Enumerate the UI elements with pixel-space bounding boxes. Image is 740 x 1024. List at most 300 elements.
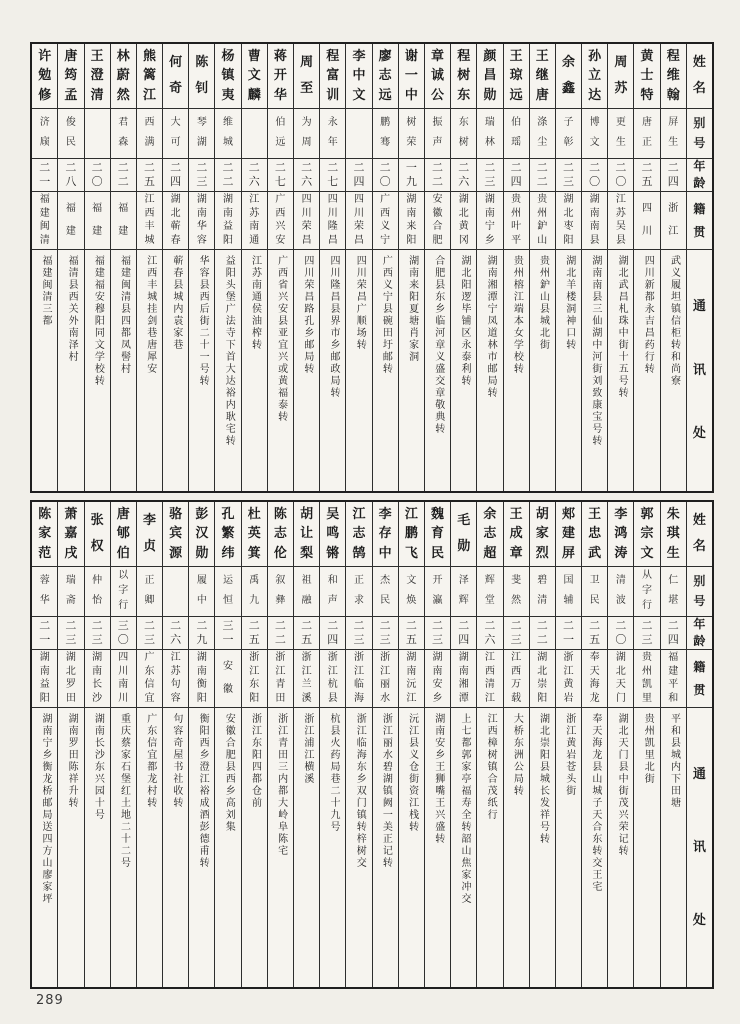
name-cell: [242, 44, 267, 108]
char: 五: [405, 633, 417, 646]
age-cell: [530, 616, 555, 649]
char: 二: [301, 619, 313, 633]
char: 蒋: [273, 48, 287, 64]
char: 远: [378, 87, 392, 103]
char: 三: [510, 633, 522, 646]
char: 讯: [692, 362, 706, 378]
char: 瑶: [511, 137, 522, 149]
char: 江: [301, 665, 312, 677]
address-cell: [320, 249, 345, 491]
char: 伯: [511, 117, 522, 129]
char: 〇: [91, 175, 103, 188]
name-cell: [189, 502, 214, 566]
char: 一: [222, 633, 234, 646]
age-cell: [189, 616, 214, 649]
char: 武: [588, 545, 602, 561]
name-cell: [556, 44, 581, 108]
alias-cell: [373, 108, 398, 158]
address-cell: [530, 707, 555, 987]
char: 南: [223, 207, 234, 219]
char: 湖: [39, 652, 50, 663]
native-cell: [661, 649, 686, 707]
char: 文: [352, 87, 366, 103]
char: 唐: [116, 506, 130, 522]
char: 二: [196, 161, 208, 175]
char: 清: [90, 87, 104, 103]
char: 四: [667, 175, 679, 188]
char: 七: [327, 175, 339, 188]
address-text: 平和县城内下田塘: [668, 713, 680, 809]
char: 阳: [223, 234, 234, 246]
char: 江: [249, 194, 260, 205]
char: 嘉: [64, 526, 78, 542]
address-cell: [294, 249, 319, 491]
age-cell: [399, 158, 424, 191]
char: 阳: [196, 692, 207, 704]
char: 江: [327, 665, 338, 677]
address-cell: [530, 249, 555, 491]
age-cell: [582, 616, 607, 649]
char: 涛: [614, 545, 628, 561]
entry-column: [85, 502, 111, 987]
address-text: 合肥县东乡临河章义盛交章敬典转: [432, 255, 444, 435]
address-text: 武义履坦镇信柜转和尚寮: [668, 255, 680, 387]
char: 毛: [457, 513, 471, 529]
char: 志: [483, 526, 497, 542]
entry-column: [504, 44, 530, 491]
name-cell: [451, 502, 476, 566]
native-cell: [111, 649, 136, 707]
char: 林: [484, 137, 495, 149]
age-cell: [582, 158, 607, 191]
address-text: 江苏南通侯油榨转: [249, 255, 261, 351]
char: 南: [118, 679, 129, 690]
char: 徽: [223, 683, 234, 695]
char: 二: [667, 161, 679, 175]
char: 年: [327, 137, 338, 149]
address-text: 湖南来阳夏塘肖家洞: [406, 255, 418, 363]
entry-column: [294, 44, 320, 491]
native-cell: [608, 191, 633, 249]
entry-column: [451, 502, 477, 987]
address-text: 湖北阳逻毕铺区永泰利转: [458, 255, 470, 387]
alias-cell: [163, 108, 188, 158]
age-cell: [399, 616, 424, 649]
char: 鹏: [380, 117, 391, 129]
char: 凯: [642, 679, 653, 690]
alias-cell: [215, 108, 240, 158]
address-cell: [504, 249, 529, 491]
char: 至: [300, 81, 314, 97]
char: 济: [39, 117, 50, 129]
char: 江: [511, 652, 522, 663]
char: 陈: [195, 55, 209, 71]
char: 九: [196, 633, 208, 646]
address-text: 沅江县义仓街资江栈转: [406, 713, 418, 833]
char: 章: [431, 48, 445, 64]
char: 湖: [458, 194, 469, 205]
char: 维: [666, 68, 680, 84]
char: 二: [91, 619, 103, 633]
name-cell: [451, 44, 476, 108]
alias-cell: [137, 108, 162, 158]
char: 廖: [378, 48, 392, 64]
entry-column: [242, 502, 268, 987]
char: 余: [561, 55, 575, 71]
char: 一: [39, 633, 51, 646]
char: 尘: [537, 137, 548, 149]
char: 二: [248, 619, 260, 633]
native-cell: [373, 191, 398, 249]
char: 建: [668, 665, 679, 677]
char: 安: [432, 194, 443, 205]
page-number: 289: [36, 993, 64, 1008]
entry-column: [32, 502, 58, 987]
char: 枣: [563, 221, 574, 232]
char: 二: [274, 619, 286, 633]
char: 澄: [90, 68, 104, 84]
entry-column: [58, 44, 84, 491]
char: 沙: [92, 692, 103, 704]
name-cell: [85, 44, 110, 108]
char: 二: [615, 619, 627, 633]
char: 程: [666, 48, 680, 64]
native-cell: [320, 191, 345, 249]
char: 家: [535, 526, 549, 542]
age-cell: [608, 158, 633, 191]
entry-column: [346, 44, 372, 491]
name-cell: [399, 502, 424, 566]
entry-column: [242, 44, 268, 491]
char: 开: [273, 68, 287, 84]
char: 家: [38, 526, 52, 542]
char: 二: [274, 161, 286, 175]
name-cell: [163, 502, 188, 566]
char: 从: [642, 570, 653, 582]
char: 许: [38, 48, 52, 64]
char: 叙: [275, 575, 286, 587]
alias-cell: [582, 108, 607, 158]
entry-column: [320, 502, 346, 987]
address-text: 湖北羊楼洞神口转: [563, 255, 575, 351]
char: 二: [353, 161, 365, 175]
char: 水: [380, 692, 391, 704]
address-text: 浙江临海东乡双门镇转梓树交: [354, 713, 366, 869]
char: 三: [222, 619, 234, 633]
age-cell: [215, 158, 240, 191]
char: 天: [589, 665, 600, 677]
native-cell: [32, 191, 57, 249]
alias-cell: [32, 108, 57, 158]
name-cell: [556, 502, 581, 566]
char: 中: [404, 87, 418, 103]
char: 吴: [326, 506, 340, 522]
char: 魏: [431, 506, 445, 522]
char: 骞: [380, 137, 391, 149]
alias-cell: [451, 108, 476, 158]
native-cell: [242, 649, 267, 707]
native-cell: [163, 649, 188, 707]
char: 籍: [693, 201, 706, 216]
char: 昌: [301, 234, 312, 246]
age-cell: [373, 158, 398, 191]
char: 宾: [169, 526, 183, 542]
char: 鹏: [404, 526, 418, 542]
age-cell: [346, 616, 371, 649]
native-cell: [85, 649, 110, 707]
entry-column: [294, 502, 320, 987]
char: 二: [458, 619, 470, 633]
char: 衡: [196, 679, 207, 690]
entry-column: [268, 44, 294, 491]
address-cell: [425, 707, 450, 987]
char: 龄: [693, 176, 706, 190]
char: 树: [457, 68, 471, 84]
entry-column: [137, 502, 163, 987]
char: 二: [248, 161, 260, 175]
age-cell: [85, 158, 110, 191]
char: 四: [642, 203, 653, 214]
native-cell: [556, 649, 581, 707]
address-cell: [661, 249, 686, 491]
char: 文: [247, 68, 261, 84]
char: 龄: [693, 634, 706, 648]
address-text: 衡阳西乡澄江裕成酒彭德甫转: [197, 713, 209, 869]
char: 远: [509, 87, 523, 103]
char: 湖: [92, 652, 103, 663]
char: 华: [39, 595, 50, 607]
char: 川: [642, 225, 653, 237]
char: 二: [536, 633, 548, 646]
char: 二: [536, 619, 548, 633]
char: 名: [692, 539, 706, 555]
address-cell: [215, 249, 240, 491]
char: 森: [118, 137, 129, 149]
char: 江: [353, 665, 364, 677]
native-cell: [425, 649, 450, 707]
char: 西: [380, 207, 391, 219]
char: 让: [300, 526, 314, 542]
char: 四: [353, 194, 364, 205]
native-cell: [320, 649, 345, 707]
native-cell: [215, 649, 240, 707]
char: 二: [327, 619, 339, 633]
char: 郇: [116, 526, 130, 542]
char: 华: [196, 221, 207, 232]
char: 阳: [563, 234, 574, 246]
age-cell: [556, 616, 581, 649]
char: 二: [458, 161, 470, 175]
address-text: 广东信宜都龙村转: [144, 713, 156, 809]
char: 徽: [432, 207, 443, 219]
entry-column: [582, 502, 608, 987]
char: 三: [196, 175, 208, 188]
char: 蓉: [39, 575, 50, 587]
address-text: 湖北天门县中街茂兴荣记转: [616, 713, 628, 857]
char: 胡: [300, 506, 314, 522]
char: 州: [511, 207, 522, 219]
alias-cell: [477, 566, 502, 616]
char: 泽: [458, 575, 469, 587]
alias-cell: [111, 566, 136, 616]
name-cell: [58, 44, 83, 108]
char: 西: [484, 665, 495, 677]
alias-cell: [634, 108, 659, 158]
char: 江: [144, 194, 155, 205]
char: 海: [353, 692, 364, 704]
char: 立: [588, 68, 602, 84]
char: 贵: [511, 194, 522, 205]
char: 林: [116, 48, 130, 64]
char: 江: [249, 665, 260, 677]
char: 杜: [247, 506, 261, 522]
char: 二: [39, 619, 51, 633]
char: 安: [223, 661, 234, 672]
char: 孟: [64, 87, 78, 103]
name-cell: [477, 502, 502, 566]
alias-cell: [634, 566, 659, 616]
name-cell: [137, 502, 162, 566]
char: 二: [589, 161, 601, 175]
char: 荣: [301, 221, 312, 232]
name-cell: [373, 44, 398, 108]
name-cell: [425, 502, 450, 566]
char: 朱: [666, 506, 680, 522]
address-text: 贵州榕江端本女学校转: [511, 255, 523, 375]
char: 八: [65, 175, 77, 188]
char: 二: [353, 619, 365, 633]
entry-column: [504, 502, 530, 987]
address-cell: [137, 707, 162, 987]
char: 北: [537, 665, 548, 677]
char: 彰: [563, 137, 574, 149]
entry-column: [399, 44, 425, 491]
char: 九: [249, 595, 260, 607]
name-cell: [111, 502, 136, 566]
char: 冈: [458, 234, 469, 246]
char: 荣: [353, 221, 364, 232]
address-text: 湖南湘潭宁凤道林市邮局转: [485, 255, 497, 399]
entry-column: [634, 44, 660, 491]
char: 江: [406, 692, 417, 704]
native-cell: [582, 649, 607, 707]
native-cell: [242, 191, 267, 249]
alias-cell: [85, 566, 110, 616]
address-text: 四川隆昌县界市乡邮政局转: [328, 255, 340, 399]
char: 四: [510, 175, 522, 188]
char: 苏: [614, 81, 628, 97]
char: 湖: [170, 194, 181, 205]
native-cell: [58, 649, 83, 707]
char: 二: [432, 161, 444, 175]
char: 筠: [64, 68, 78, 84]
char: 诚: [431, 68, 445, 84]
address-text: 贵州鈩山县城北街: [537, 255, 549, 351]
entry-column: [582, 44, 608, 491]
age-cell: [477, 616, 502, 649]
char: 阳: [406, 234, 417, 246]
char: 三: [484, 175, 496, 188]
char: 六: [458, 175, 470, 188]
native-cell: [556, 191, 581, 249]
native-cell: [189, 191, 214, 249]
address-cell: [294, 707, 319, 987]
char: 二: [274, 633, 286, 646]
char: 江: [404, 506, 418, 522]
char: 浙: [353, 652, 364, 663]
char: 周: [300, 55, 314, 71]
age-cell: [661, 616, 686, 649]
char: 永: [327, 117, 338, 129]
address-cell: [504, 707, 529, 987]
char: 生: [666, 545, 680, 561]
alias-cell: [425, 566, 450, 616]
char: 兴: [275, 221, 286, 232]
address-text: 广西义宁县碗田圩邮转: [380, 255, 392, 375]
header-address: [687, 707, 712, 987]
name-cell: [608, 502, 633, 566]
address-cell: [346, 707, 371, 987]
char: 南: [458, 665, 469, 677]
char: 字: [118, 585, 129, 597]
entry-column: [556, 502, 582, 987]
char: 可: [170, 137, 181, 149]
native-cell: [634, 191, 659, 249]
char: 麟: [247, 87, 261, 103]
char: 乡: [484, 234, 495, 246]
char: 琪: [666, 526, 680, 542]
alias-cell: [294, 108, 319, 158]
native-cell: [85, 191, 110, 249]
address-cell: [268, 707, 293, 987]
char: 志: [273, 526, 287, 542]
age-cell: [268, 616, 293, 649]
char: 李: [614, 506, 628, 522]
alias-cell: [530, 108, 555, 158]
address-cell: [582, 249, 607, 491]
entry-column: [661, 44, 687, 491]
native-cell: [58, 191, 83, 249]
name-cell: [530, 502, 555, 566]
char: 昌: [483, 68, 497, 84]
char: 范: [38, 545, 52, 561]
char: 宜: [144, 692, 155, 704]
char: 国: [563, 575, 574, 587]
char: 俊: [65, 117, 76, 129]
address-cell: [189, 707, 214, 987]
entry-column: [85, 44, 111, 491]
age-cell: [320, 616, 345, 649]
native-cell: [477, 649, 502, 707]
name-cell: [634, 44, 659, 108]
name-cell: [320, 502, 345, 566]
char: 二: [432, 175, 444, 188]
address-cell: [320, 707, 345, 987]
char: 二: [562, 161, 574, 175]
char: 五: [641, 175, 653, 188]
char: 周: [614, 55, 628, 71]
char: 益: [223, 221, 234, 232]
char: 建: [92, 225, 103, 237]
char: 更: [615, 117, 626, 129]
char: 湖: [65, 652, 76, 663]
char: 伯: [116, 545, 130, 561]
char: 勋: [195, 545, 209, 561]
entry-column: [608, 44, 634, 491]
char: 湖: [196, 194, 207, 205]
native-cell: [215, 191, 240, 249]
age-cell: [451, 616, 476, 649]
